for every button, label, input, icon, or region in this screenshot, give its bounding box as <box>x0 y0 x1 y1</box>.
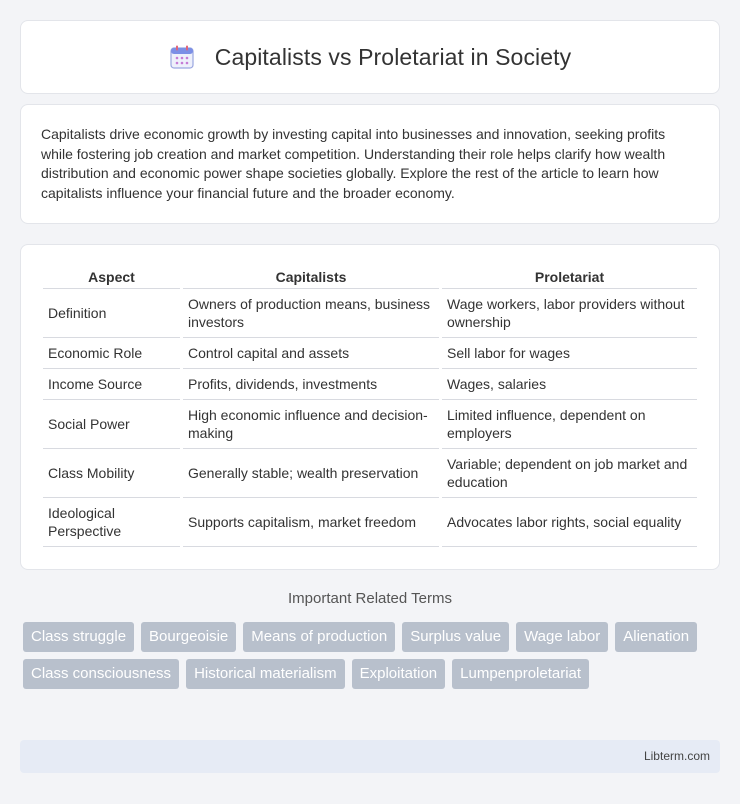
tag-lumpenproletariat[interactable]: Lumpenproletariat <box>452 659 589 689</box>
table-cell: Control capital and assets <box>183 338 439 369</box>
title-card <box>20 20 720 94</box>
tag-historical-materialism[interactable]: Historical materialism <box>186 659 345 689</box>
table-row <box>43 338 697 369</box>
table-cell: Class Mobility <box>43 449 180 498</box>
tag-exploitation[interactable]: Exploitation <box>352 659 446 689</box>
related-terms-tags <box>23 622 723 696</box>
tag-class-consciousness[interactable]: Class consciousness <box>23 659 179 689</box>
tag-surplus-value[interactable]: Surplus value <box>402 622 509 652</box>
header-capitalists: Capitalists <box>183 265 439 289</box>
table-row <box>43 369 697 400</box>
comparison-table <box>40 265 700 547</box>
table-cell: Wage workers, labor providers without ownership <box>442 289 697 338</box>
header-proletariat: Proletariat <box>442 265 697 289</box>
footer-site-link[interactable]: Libterm.com <box>643 749 710 763</box>
tag-means-of-production[interactable]: Means of production <box>243 622 395 652</box>
table-cell: Generally stable; wealth preservation <box>183 449 439 498</box>
table-row <box>43 289 697 338</box>
intro-card <box>20 104 720 224</box>
tag-bourgeoisie[interactable]: Bourgeoisie <box>141 622 236 652</box>
table-cell: Economic Role <box>43 338 180 369</box>
table-header-row <box>43 265 697 289</box>
table-row <box>43 498 697 547</box>
table-cell: Wages, salaries <box>442 369 697 400</box>
tag-wage-labor[interactable]: Wage labor <box>516 622 608 652</box>
footer <box>20 740 720 773</box>
table-cell: Supports capitalism, market freedom <box>183 498 439 547</box>
table-cell: Owners of production means, business investors <box>183 289 439 338</box>
related-terms-title: Important Related Terms <box>288 590 452 607</box>
table-cell: Social Power <box>43 400 180 449</box>
table-cell: Limited influence, dependent on employers <box>442 400 697 449</box>
table-cell: Advocates labor rights, social equality <box>442 498 697 547</box>
tag-class-struggle[interactable]: Class struggle <box>23 622 134 652</box>
calendar-icon <box>169 44 195 70</box>
table-cell: Income Source <box>43 369 180 400</box>
table-row <box>43 400 697 449</box>
table-cell: High economic influence and decision-making <box>183 400 439 449</box>
header-aspect: Aspect <box>43 265 180 289</box>
table-cell: Profits, dividends, investments <box>183 369 439 400</box>
table-row <box>43 449 697 498</box>
intro-text: Capitalists drive economic growth by investing capital into businesses and innovation, seeking profits while fostering job creation and market competition. Understanding their role helps clarify how wealth distribution and economic power shape societies globally. Explore the rest of the article to learn how capitalists influence your financial future and the broader economy. <box>41 126 666 201</box>
tag-alienation[interactable]: Alienation <box>615 622 697 652</box>
table-cell: Definition <box>43 289 180 338</box>
page-title: Capitalists vs Proletariat in Society <box>214 43 572 70</box>
table-cell: Variable; dependent on job market and education <box>442 449 697 498</box>
table-cell: Ideological Perspective <box>43 498 180 547</box>
table-cell: Sell labor for wages <box>442 338 697 369</box>
comparison-table-card <box>20 244 720 570</box>
